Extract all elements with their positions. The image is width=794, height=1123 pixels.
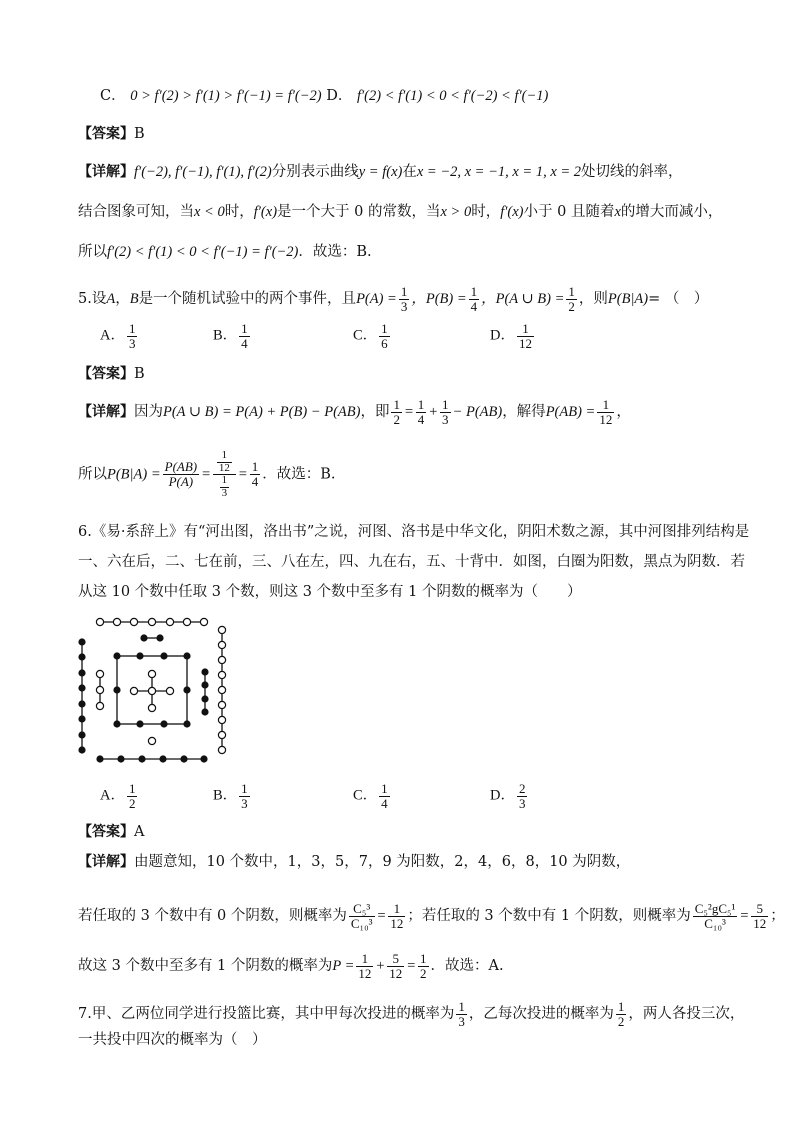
text: = （ ） bbox=[648, 291, 709, 308]
text: 结合图象可知，当 bbox=[78, 204, 194, 220]
q6-detail-line2: 若任取的 3 个数中有 0 个阴数，则概率为 $\frac{\text{C₅³}}{\text{C₁₀³}}$ = $\frac{1}{12}$ ；若任取的 3 个数中有 1 个阴数，则概率为 $\frac{\text{C₅²gC₅¹}}{\text{C₁₀³}}$ = $\frac{5}{12}$ ； bbox=[78, 901, 785, 931]
option-c-expr: 0 > f′(2) > f′(1) > f′(−1) = f′(−2) bbox=[130, 88, 322, 104]
text: 分别表示曲线 bbox=[271, 164, 359, 180]
fraction: $\frac{1}{4}$ bbox=[470, 284, 478, 314]
hetu-diagram bbox=[70, 612, 240, 772]
math: x < 0 bbox=[194, 204, 225, 220]
text: 所以 bbox=[78, 244, 107, 260]
q6-stem-line3: 从这 10 个数中任取 3 个数，则这 3 个数中至多有 1 个阴数的概率为（ ） bbox=[78, 584, 582, 600]
text: ；若任取的 3 个数中有 1 个阴数，则概率为 bbox=[407, 908, 691, 925]
q5-detail-line2: 所以P(B|A) = $\frac{P(AB)}{P(A)}$ = $\frac{\frac{1}{12}}{\frac{1}{3}}$ = $\frac{1}{4}$ ．故选：B. bbox=[78, 449, 336, 499]
math: f′(2) < f′(1) < 0 < f′(−1) = f′(−2) bbox=[107, 244, 299, 260]
math: ，P(B) = bbox=[411, 291, 467, 308]
math: x bbox=[614, 204, 621, 220]
math: P(B|A) = bbox=[107, 466, 161, 483]
q6-detail-line1 bbox=[78, 852, 630, 872]
text: 是一个大于 0 的常数，当 bbox=[277, 204, 441, 220]
q6-option-a: A． $\frac{1}{2}$ bbox=[100, 781, 136, 811]
text: 若任取的 3 个数中有 0 个阴数，则概率为 bbox=[78, 908, 347, 925]
q4-detail-line3 bbox=[78, 242, 372, 262]
math: f′(x) bbox=[500, 204, 524, 220]
text: 因为 bbox=[134, 404, 163, 421]
text: 时， bbox=[224, 204, 254, 220]
q6-stem-line2: 一、六在后，二、七在前，三、八在左，四、九在右，五、十背中．如图，白圈为阳数，黑点为阴数．若 bbox=[78, 554, 745, 570]
text: 是一个随机试验中的两个事件，且 bbox=[138, 291, 357, 308]
text: ，两人各投三次， bbox=[628, 1006, 745, 1023]
answer-value: A bbox=[134, 824, 145, 840]
q6-option-c: C． $\frac{1}{4}$ bbox=[353, 781, 388, 811]
text: 故这 3 个数中至多有 1 个阴数的概率为 bbox=[78, 958, 333, 975]
text: ， bbox=[115, 291, 130, 308]
q5-option-b: B． $\frac{1}{4}$ bbox=[213, 321, 248, 351]
text: 时， bbox=[471, 204, 501, 220]
q6-option-d: D． $\frac{2}{3}$ bbox=[490, 781, 526, 811]
detail-tag: 【详解】 bbox=[78, 854, 134, 870]
q4-answer bbox=[78, 124, 145, 144]
math: ，P(A ∪ B) = bbox=[481, 291, 565, 308]
q6-stem-line1: 6.《易·系辞上》有“河出图，洛出书”之说，河图、洛书是中华文化，阴阳术数之源，其中河图排列结构是 bbox=[78, 524, 750, 540]
q5-option-d: D． $\frac{1}{12}$ bbox=[490, 321, 532, 351]
detail-tag: 【详解】 bbox=[78, 164, 134, 180]
text: 所以 bbox=[78, 466, 107, 483]
text: ．故选：B. bbox=[298, 244, 372, 260]
q5-answer bbox=[78, 364, 145, 384]
text: 在 bbox=[402, 164, 417, 180]
math: f′(−2), f′(−1), f′(1), f′(2) bbox=[134, 164, 272, 180]
fraction: $\frac{1}{3}$ bbox=[400, 284, 408, 314]
text: 处切线的斜率， bbox=[581, 164, 683, 180]
text: ，即 bbox=[360, 404, 390, 421]
text: ．故选：A. bbox=[430, 958, 504, 975]
math: y = f(x) bbox=[358, 164, 403, 180]
option-d-label: D． bbox=[326, 88, 353, 104]
text: ．故选：B. bbox=[262, 466, 336, 483]
text: ，则 bbox=[578, 291, 608, 308]
option-d-expr: f′(2) < f′(1) < 0 < f′(−2) < f′(−1) bbox=[356, 88, 549, 104]
fraction: $\frac{1}{2}$ bbox=[568, 284, 575, 314]
question-number: 5.设 bbox=[78, 291, 107, 308]
text: 由题意知，10 个数中，1，3，5，7，9 为阳数，2，4，6，8，10 为阴数， bbox=[134, 854, 631, 870]
math: x = −2, x = −1, x = 1, x = 2 bbox=[416, 164, 582, 180]
q4-detail-line1 bbox=[78, 162, 683, 182]
text: ，乙每次投进的概率为 bbox=[468, 1006, 614, 1023]
text: 的增大而减小， bbox=[620, 204, 723, 220]
math: P(A) = bbox=[356, 291, 397, 308]
q4-options-cd bbox=[100, 86, 548, 106]
q6-detail-line3: 故这 3 个数中至多有 1 个阴数的概率为P = $\frac{1}{12}$ + $\frac{5}{12}$ = $\frac{1}{2}$ ．故选：A. bbox=[78, 951, 504, 981]
q7-stem-line2: 一共投中四次的概率为（ ） bbox=[78, 1032, 267, 1048]
q4-detail-line2 bbox=[78, 202, 722, 222]
answer-tag: 【答案】 bbox=[78, 824, 134, 840]
q5-option-a: A． $\frac{1}{3}$ bbox=[100, 321, 136, 351]
math: f′(x) bbox=[253, 204, 278, 220]
answer-value: B bbox=[134, 366, 145, 382]
text: 小于 0 且随着 bbox=[523, 204, 615, 220]
text: 7.甲、乙两位同学进行投篮比赛，其中甲每次投进的概率为 bbox=[78, 1006, 455, 1023]
option-c-label: C． bbox=[100, 88, 126, 104]
q6-option-b: B． $\frac{1}{3}$ bbox=[213, 781, 248, 811]
q5-option-c: C． $\frac{1}{6}$ bbox=[353, 321, 388, 351]
q7-stem-line1: 7.甲、乙两位同学进行投篮比赛，其中甲每次投进的概率为 $\frac{1}{3}$ ，乙每次投进的概率为 $\frac{1}{2}$ ，两人各投三次， bbox=[78, 999, 745, 1029]
math: P(B|A) bbox=[607, 291, 649, 308]
math: x > 0 bbox=[440, 204, 472, 220]
math: B bbox=[129, 291, 139, 308]
q5-detail-line1: 【详解】因为P(A ∪ B) = P(A) + P(B) − P(AB)，即 $\frac{1}{2}$ = $\frac{1}{4}$ + $\frac{1}{3}$ − P(AB)，解得P(AB) = $\frac{1}{12}$ ， bbox=[78, 397, 631, 427]
q6-answer bbox=[78, 822, 144, 842]
math: A bbox=[106, 291, 116, 308]
text: ，解得 bbox=[502, 404, 546, 421]
answer-tag: 【答案】 bbox=[78, 366, 134, 382]
answer-tag: 【答案】 bbox=[78, 126, 134, 142]
answer-value: B bbox=[134, 126, 145, 142]
math: P(A ∪ B) = P(A) + P(B) − P(AB) bbox=[163, 404, 361, 421]
q5-stem bbox=[78, 285, 708, 313]
compound-fraction: $\frac{\frac{1}{12}}{\frac{1}{3}}$ bbox=[213, 450, 236, 499]
detail-tag: 【详解】 bbox=[78, 404, 134, 421]
